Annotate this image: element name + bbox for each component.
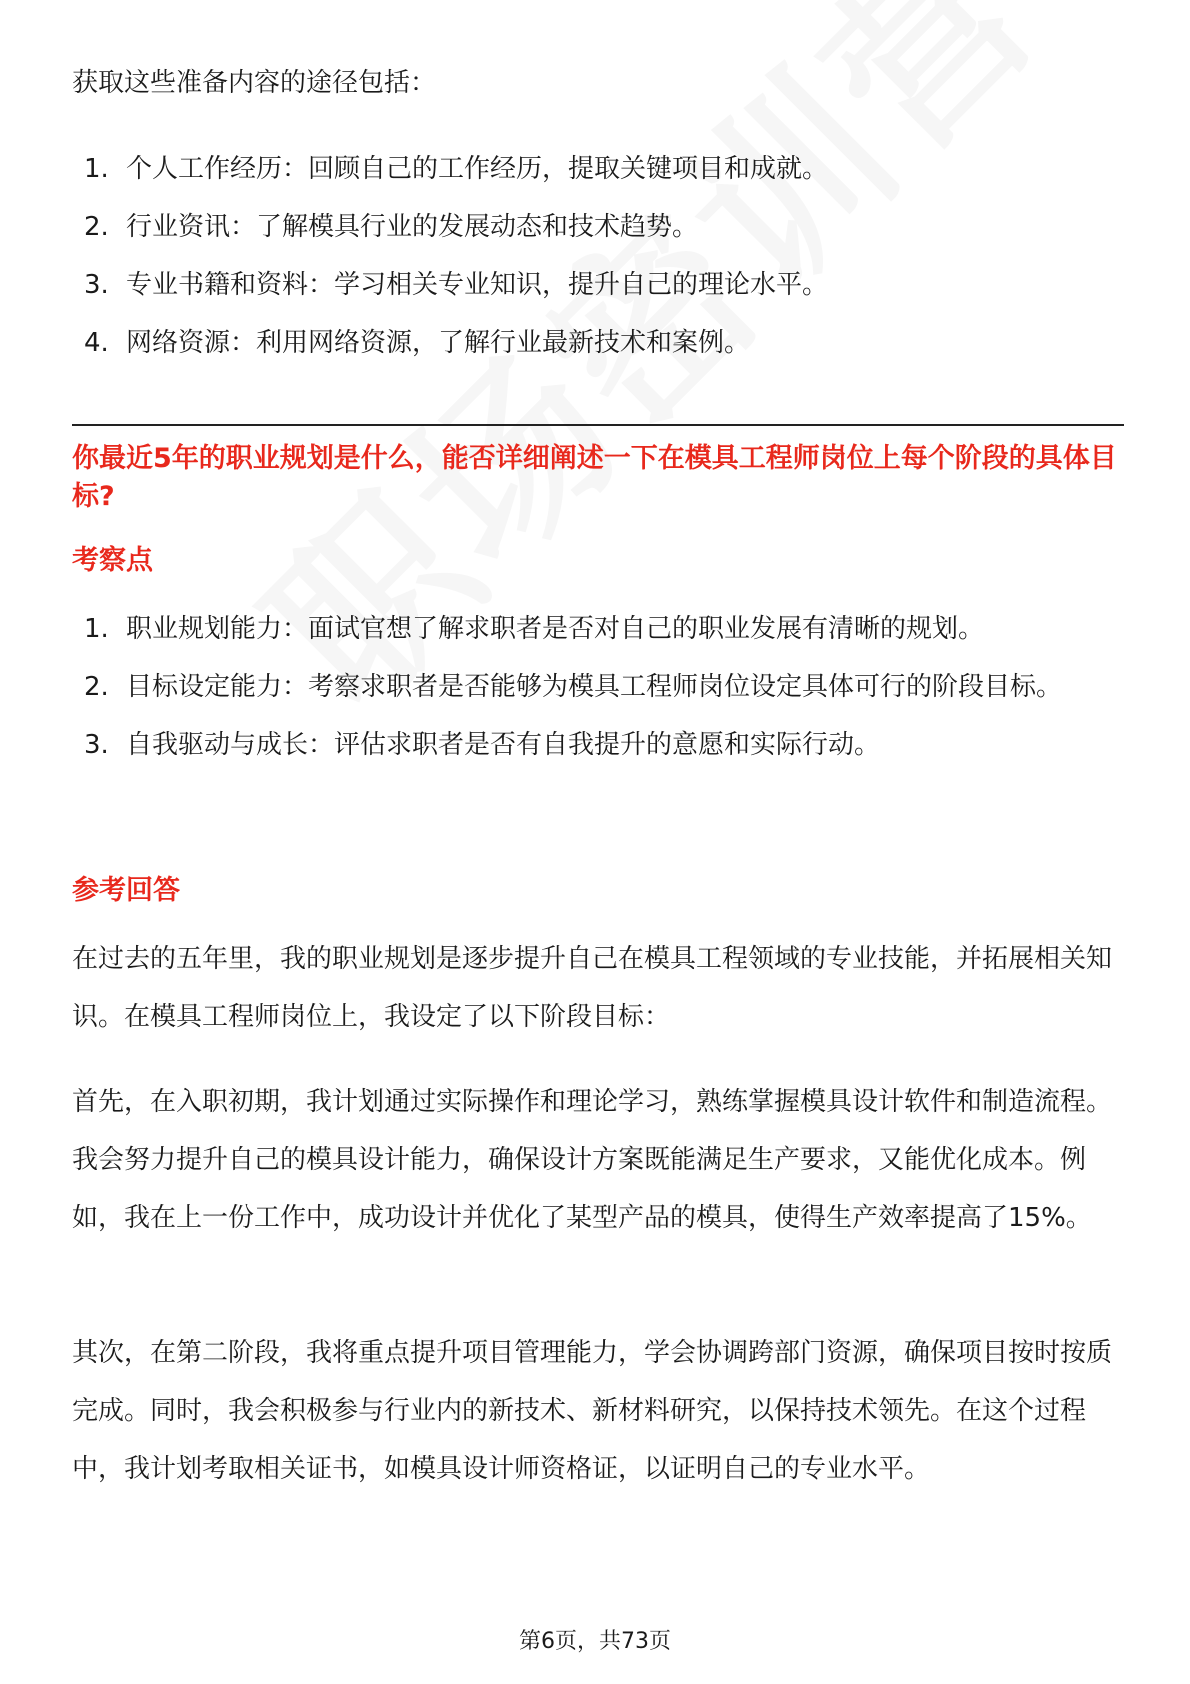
question-heading: 你最近5年的职业规划是什么，能否详细阐述一下在模具工程师岗位上每个阶段的具体目标? — [72, 443, 1117, 512]
list-number: 1. — [84, 154, 109, 184]
section-divider — [72, 424, 1124, 426]
list-number: 4. — [84, 328, 109, 358]
list-item-text: 行业资讯：了解模具行业的发展动态和技术趋势。 — [126, 212, 699, 242]
answer-paragraph: 首先，在入职初期，我计划通过实际操作和理论学习，熟练掌握模具设计软件和制造流程。我会努力提升自己的模具设计能力，确保设计方案既能满足生产要求，又能优化成本。例如，我在上一份工作中，成功设计并优化了某型产品的模具，使得生产效率提高了15%。 — [72, 1087, 1113, 1233]
list-item — [72, 600, 1122, 658]
list-item — [72, 140, 1122, 198]
list-item-text: 自我驱动与成长：评估求职者是否有自我提升的意愿和实际行动。 — [126, 730, 881, 760]
list-number: 2. — [84, 672, 109, 702]
list-item — [72, 198, 1122, 256]
list-number: 3. — [84, 730, 109, 760]
list-item — [72, 716, 1122, 774]
list-item-text: 个人工作经历：回顾自己的工作经历，提取关键项目和成就。 — [126, 154, 829, 184]
section-heading-answer: 参考回答 — [72, 875, 180, 906]
list-number: 3. — [84, 270, 109, 300]
answer-paragraph: 其次，在第二阶段，我将重点提升项目管理能力，学会协调跨部门资源，确保项目按时按质完成。同时，我会积极参与行业内的新技术、新材料研究，以保持技术领先。在这个过程中，我计划考取相关证书，如模具设计师资格证，以证明自己的专业水平。 — [72, 1338, 1113, 1484]
page-number-footer: 第6页，共73页 — [519, 1629, 671, 1654]
list-item-text: 网络资源：利用网络资源，了解行业最新技术和案例。 — [126, 328, 751, 358]
list-number: 1. — [84, 614, 109, 644]
intro-text: 获取这些准备内容的途径包括： — [72, 68, 437, 98]
list-item — [72, 256, 1122, 314]
assessment-points-list — [72, 600, 1122, 774]
list-item-text: 目标设定能力：考察求职者是否能够为模具工程师岗位设定具体可行的阶段目标。 — [126, 672, 1063, 702]
list-item-text: 职业规划能力：面试官想了解求职者是否对自己的职业发展有清晰的规划。 — [126, 614, 985, 644]
list-item — [72, 314, 1122, 372]
list-number: 2. — [84, 212, 109, 242]
answer-paragraph: 在过去的五年里，我的职业规划是逐步提升自己在模具工程领域的专业技能，并拓展相关知识。在模具工程师岗位上，我设定了以下阶段目标： — [72, 944, 1113, 1032]
list-item — [72, 658, 1122, 716]
list-item-text: 专业书籍和资料：学习相关专业知识，提升自己的理论水平。 — [126, 270, 829, 300]
prep-sources-list — [72, 140, 1122, 372]
section-heading-kcd: 考察点 — [72, 545, 153, 576]
